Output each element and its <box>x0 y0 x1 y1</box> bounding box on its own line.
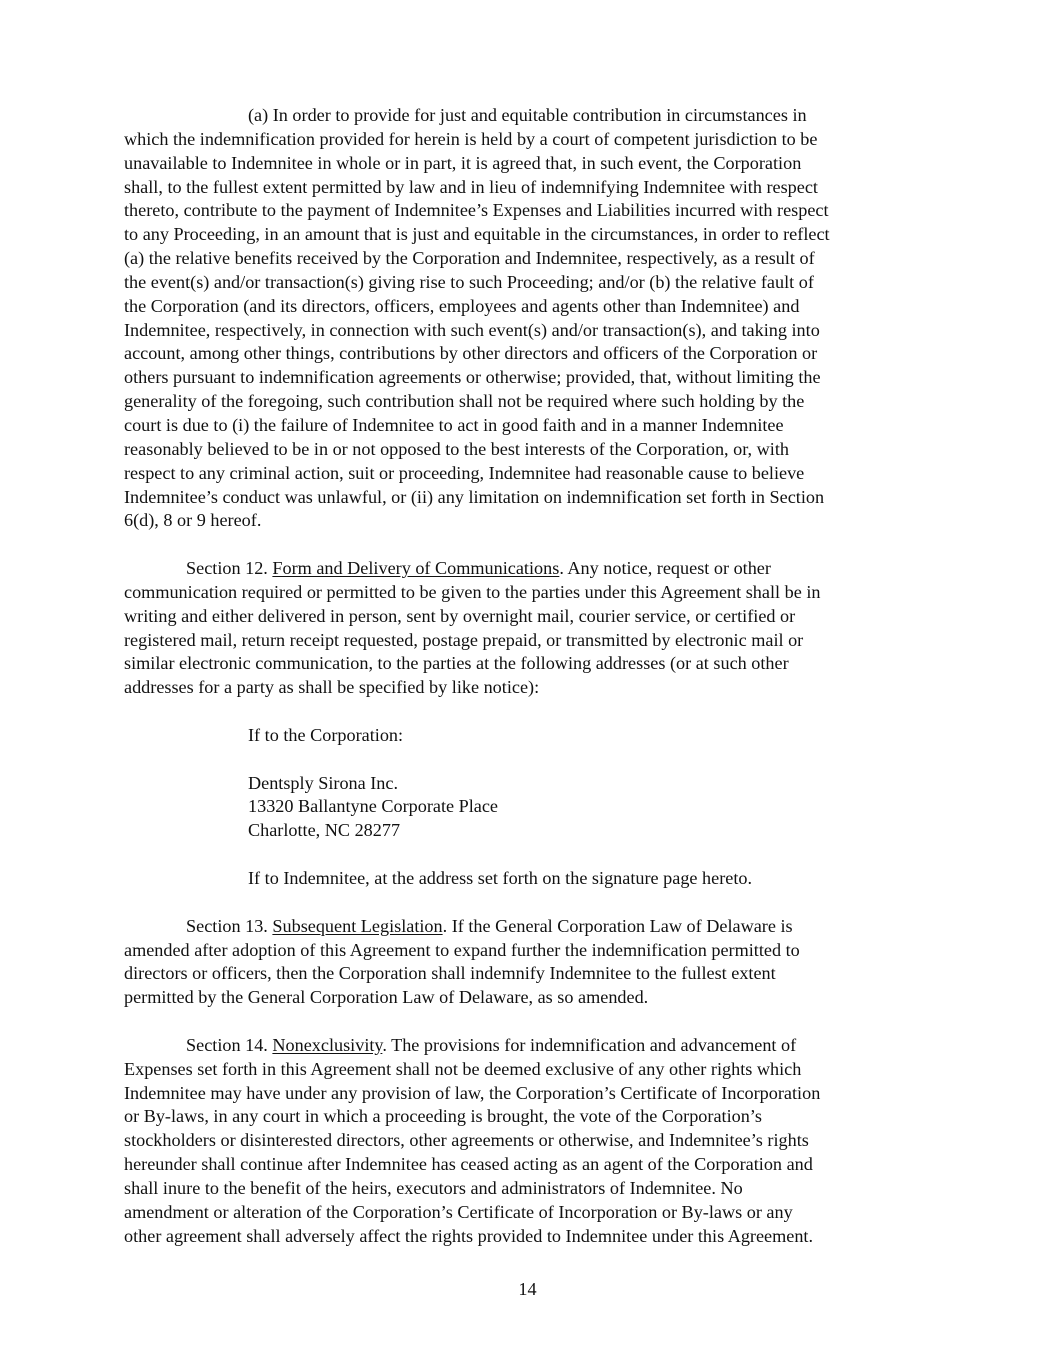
text-line: Indemnitee may have under any provision of law, the Corporation’s Certificate of Incorporation <box>124 1082 821 1103</box>
notice-recipient-indemnitee: If to Indemnitee, at the address set forth on the signature page hereto. <box>248 868 753 888</box>
section-14 <box>124 1034 934 1249</box>
text-line: the Corporation (and its directors, officers, employees and agents other than Indemnitee) and <box>124 295 800 316</box>
section-text: . Any notice, request or other <box>559 558 771 579</box>
text-line: shall inure to the benefit of the heirs, executors and administrators of Indemnitee. No <box>124 1177 743 1198</box>
text-line: other agreement shall adversely affect the rights provided to Indemnitee under this Agreement. <box>124 1225 814 1246</box>
section-14-first-line <box>124 1034 934 1058</box>
address-line: Charlotte, NC 28277 <box>248 820 401 841</box>
address-line: 13320 Ballantyne Corporate Place <box>248 796 499 817</box>
text-line: Expenses set forth in this Agreement shall not be deemed exclusive of any other rights which <box>124 1058 802 1079</box>
section-heading: Nonexclusivity <box>272 1034 383 1055</box>
text-line: thereto, contribute to the payment of Indemnitee’s Expenses and Liabilities incurred with respect <box>124 200 829 221</box>
section-heading: Subsequent Legislation <box>272 915 443 936</box>
text-line: court is due to (i) the failure of Indemnitee to act in good faith and in a manner Indemnitee <box>124 414 784 435</box>
text-line: account, among other things, contributions by other directors and officers of the Corporation or <box>124 343 818 364</box>
page-number: 14 <box>518 1279 537 1299</box>
text-line: shall, to the fullest extent permitted by law and in lieu of indemnifying Indemnitee with respect <box>124 176 818 197</box>
text-line: amendment or alteration of the Corporation’s Certificate of Incorporation or By-laws or any <box>124 1201 793 1222</box>
address-line: Dentsply Sirona Inc. <box>248 772 399 793</box>
text-line: reasonably believed to be in or not opposed to the best interests of the Corporation, or, with <box>124 438 789 459</box>
text-line: amended after adoption of this Agreement to expand further the indemnification permitted to <box>124 939 800 960</box>
section-text: . If the General Corporation Law of Delaware is <box>442 915 793 936</box>
text-line: permitted by the General Corporation Law of Delaware, as so amended. <box>124 987 649 1008</box>
text-line: communication required or permitted to be given to the parties under this Agreement shall be in <box>124 581 821 602</box>
text-line: hereunder shall continue after Indemnitee has ceased acting as an agent of the Corporation and <box>124 1154 813 1175</box>
text-line: respect to any criminal action, suit or proceeding, Indemnitee had reasonable cause to believe <box>124 462 805 483</box>
corporation-address <box>124 772 934 844</box>
text-line: similar electronic communication, to the parties at the following addresses (or at such other <box>124 653 789 674</box>
text-line: directors or officers, then the Corporation shall indemnify Indemnitee to the fullest extent <box>124 963 776 984</box>
section-13-first-line <box>124 915 934 939</box>
text-line: stockholders or disinterested directors, other agreements or otherwise, and Indemnitee’s rights <box>124 1130 809 1151</box>
section-text: . The provisions for indemnification and advancement of <box>382 1034 797 1055</box>
text-line: addresses for a party as shall be specified by like notice): <box>124 677 540 698</box>
section-number: Section 13. <box>186 915 273 936</box>
text-line: or By-laws, in any court in which a proceeding is brought, the vote of the Corporation’s <box>124 1106 762 1127</box>
text-line: generality of the foregoing, such contribution shall not be required where such holding by the <box>124 391 805 412</box>
text-line: to any Proceeding, in an amount that is just and equitable in the circumstances, in order to reflect <box>124 224 830 245</box>
text-line: unavailable to Indemnitee in whole or in part, it is agreed that, in such event, the Corporation <box>124 152 802 173</box>
text-line: registered mail, return receipt requested, postage prepaid, or transmitted by electronic mail or <box>124 629 804 650</box>
text-line: 6(d), 8 or 9 hereof. <box>124 510 262 531</box>
section-12 <box>124 557 934 891</box>
text-line: which the indemnification provided for herein is held by a court of competent jurisdiction to be <box>124 128 818 149</box>
text-line: Indemnitee’s conduct was unlawful, or (ii) any limitation on indemnification set forth in Section <box>124 486 825 507</box>
document-page <box>124 104 934 1249</box>
text-line: (a) the relative benefits received by the Corporation and Indemnitee, respectively, as a result of <box>124 248 815 269</box>
text-line: the event(s) and/or transaction(s) giving rise to such Proceeding; and/or (b) the relative fault of <box>124 271 814 292</box>
section-heading: Form and Delivery of Communications <box>272 558 560 579</box>
text-line: (a) In order to provide for just and equitable contribution in circumstances in <box>248 105 807 125</box>
section-number: Section 12. <box>186 558 273 579</box>
text-line: Indemnitee, respectively, in connection with such event(s) and/or transaction(s), and taking into <box>124 319 820 340</box>
section-number: Section 14. <box>186 1034 273 1055</box>
section-13 <box>124 915 934 1010</box>
notice-recipient-corporation: If to the Corporation: <box>248 724 404 745</box>
text-line: writing and either delivered in person, sent by overnight mail, courier service, or certified or <box>124 605 796 626</box>
paragraph-a <box>124 104 934 533</box>
section-12-first-line <box>124 557 934 581</box>
text-line: others pursuant to indemnification agreements or otherwise; provided, that, without limiting the <box>124 367 821 388</box>
